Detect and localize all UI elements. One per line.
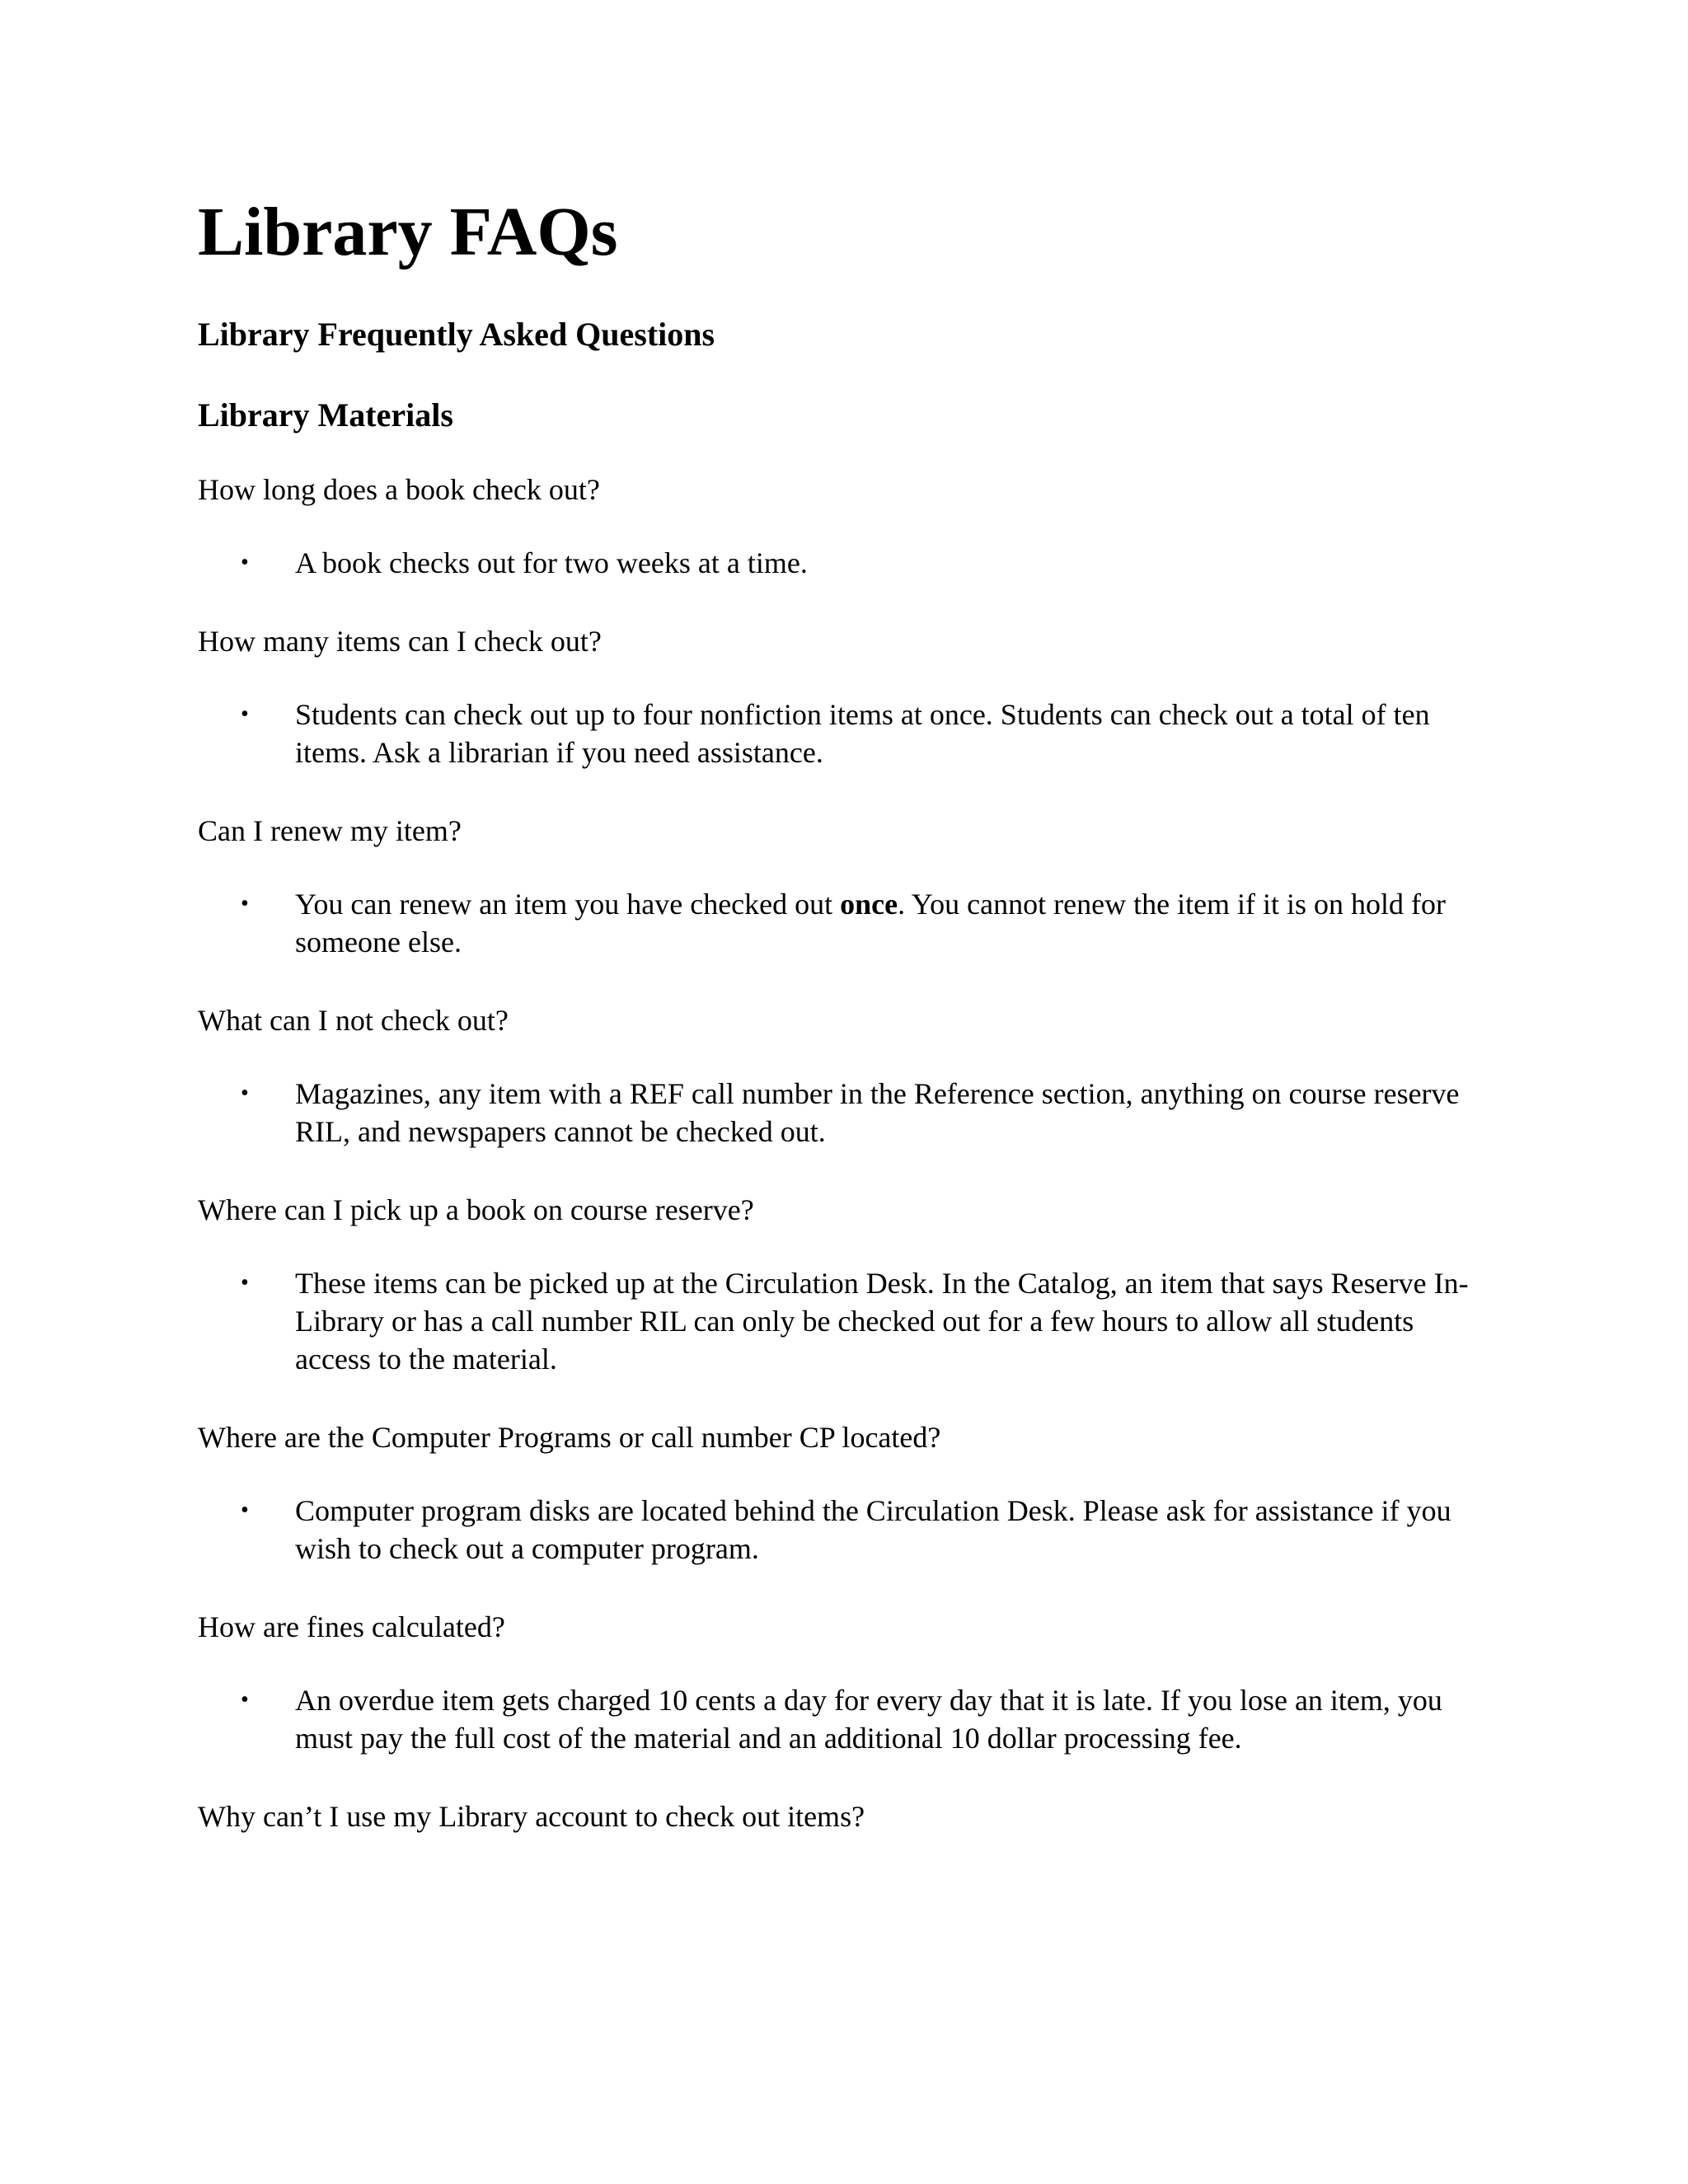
faq-answer <box>198 696 1484 771</box>
faq-answer <box>198 1492 1484 1568</box>
faq-answer-text: These items can be picked up at the Circulation Desk. In the Catalog, an item that says Reserve In-Library or has a call number RIL can only be checked out for a few hours to allow all students access to the material. <box>295 1267 1469 1376</box>
faq-answer-text: Computer program disks are located behind the Circulation Desk. Please ask for assistance if you wish to check out a computer program. <box>295 1494 1451 1565</box>
bullet-icon: • <box>241 1497 249 1523</box>
faq-answer <box>198 1075 1484 1151</box>
faq-question: How long does a book check out? <box>198 473 600 506</box>
faq-question: How many items can I check out? <box>198 625 602 658</box>
page-subtitle: Library Frequently Asked Questions <box>198 316 715 353</box>
section-heading: Library Materials <box>198 396 453 434</box>
bullet-icon: • <box>241 550 249 575</box>
faq-answer-text: Magazines, any item with a REF call number in the Reference section, anything on course reserve RIL, and newspapers cannot be checked out. <box>295 1077 1460 1148</box>
bullet-icon: • <box>241 1080 249 1106</box>
faq-answer-text: You can renew an item you have checked out once. You cannot renew the item if it is on hold for someone else. <box>295 888 1447 958</box>
faq-question: Can I renew my item? <box>198 814 462 847</box>
faq-question: Where can I pick up a book on course reserve? <box>198 1193 754 1226</box>
page-title: Library FAQs <box>198 194 618 270</box>
faq-question: Where are the Computer Programs or call number CP located? <box>198 1421 941 1454</box>
faq-question: How are fines calculated? <box>198 1610 505 1643</box>
bullet-icon: • <box>241 701 249 727</box>
faq-question: Why can’t I use my Library account to check out items? <box>198 1800 865 1833</box>
bullet-icon: • <box>241 1270 249 1296</box>
faq-answer-text: An overdue item gets charged 10 cents a day for every day that it is late. If you lose an item, you must pay the full cost of the material and an additional 10 dollar processing fee. <box>295 1684 1442 1755</box>
bullet-icon: • <box>241 891 249 916</box>
faq-answer <box>198 544 1484 582</box>
faq-answer <box>198 1681 1484 1757</box>
faq-answer <box>198 1264 1484 1378</box>
faq-answer <box>198 885 1484 961</box>
bullet-icon: • <box>241 1687 249 1713</box>
faq-answer-text: A book checks out for two weeks at a time. <box>295 546 808 579</box>
faq-answer-text: Students can check out up to four nonfiction items at once. Students can check out a total of ten items. Ask a librarian if you need assistance. <box>295 698 1430 769</box>
emphasis-text: once <box>840 888 898 921</box>
faq-question: What can I not check out? <box>198 1004 509 1037</box>
